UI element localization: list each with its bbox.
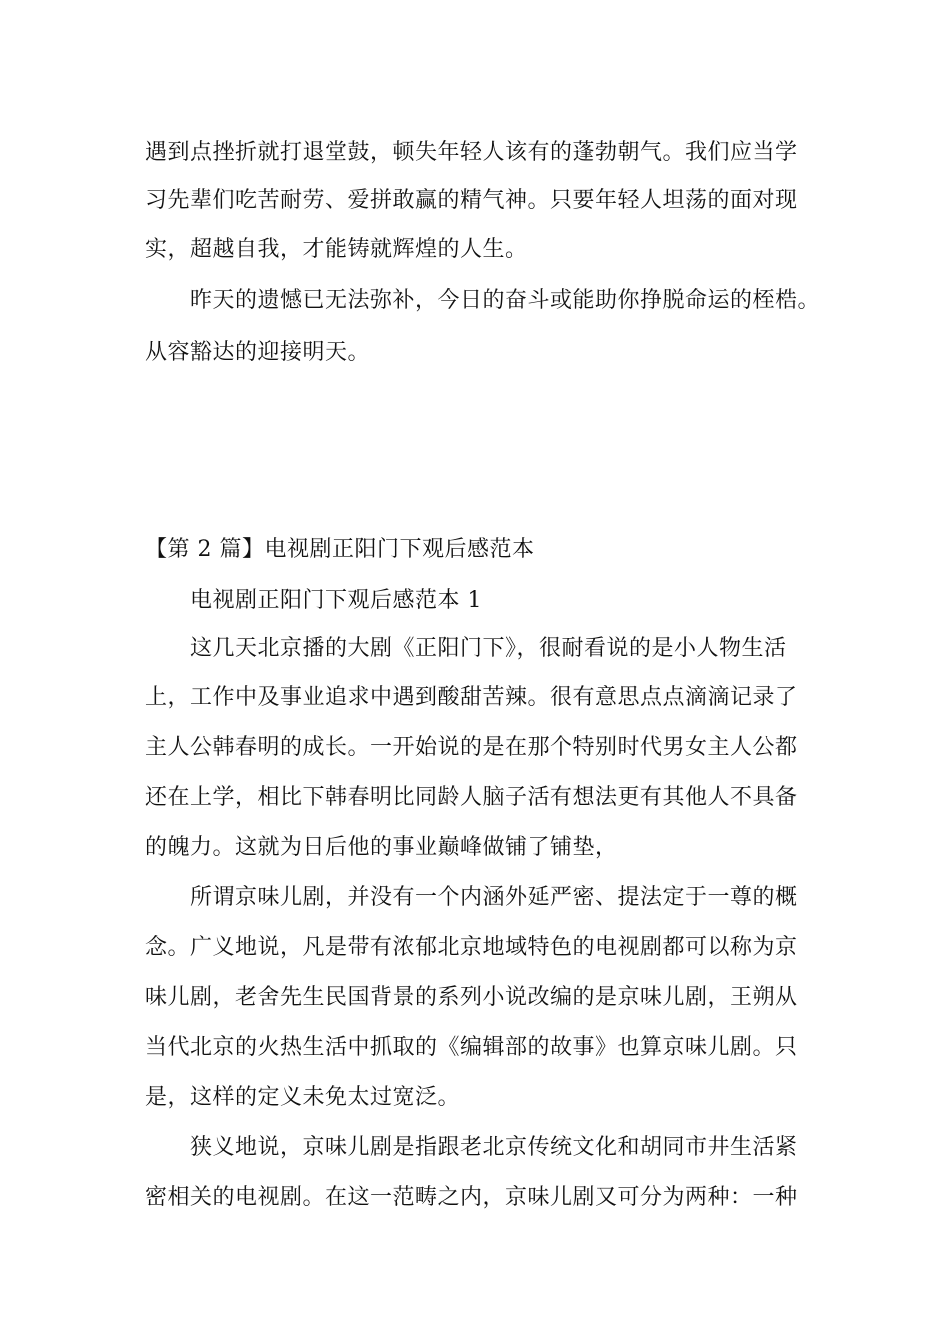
text-line: 当代北京的火热生活中抓取的《编辑部的故事》也算京味儿剧。只	[145, 1035, 798, 1060]
text-line: 主人公韩春明的成长。一开始说的是在那个特别时代男女主人公都	[145, 735, 798, 760]
text-line: 从容豁达的迎接明天。	[145, 340, 371, 365]
text-line: 昨天的遗憾已无法弥补，今日的奋斗或能助你挣脱命运的桎梏。	[190, 288, 821, 313]
text-line: 所谓京味儿剧，并没有一个内涵外延严密、提法定于一尊的概	[190, 885, 798, 910]
text-line: 狭义地说，京味儿剧是指跟老北京传统文化和胡同市井生活紧	[190, 1135, 798, 1160]
text-line: 念。广义地说，凡是带有浓郁北京地域特色的电视剧都可以称为京	[145, 935, 798, 960]
text-line: 遇到点挫折就打退堂鼓，顿失年轻人该有的蓬勃朝气。我们应当学	[145, 140, 798, 165]
text-line: 还在上学，相比下韩春明比同龄人脑子活有想法更有其他人不具备	[145, 785, 798, 810]
text-line: 的魄力。这就为日后他的事业巅峰做铺了铺垫，	[145, 835, 618, 860]
text-line: 习先辈们吃苦耐劳、爱拼敢赢的精气神。只要年轻人坦荡的面对现	[145, 188, 798, 213]
text-line: 是，这样的定义未免太过宽泛。	[145, 1085, 461, 1110]
section-heading: 【第 2 篇】电视剧正阳门下观后感范本	[145, 537, 535, 562]
text-line: 密相关的电视剧。在这一范畴之内，京味儿剧又可分为两种：一种	[145, 1185, 798, 1210]
text-line: 味儿剧，老舍先生民国背景的系列小说改编的是京味儿剧，王朔从	[145, 985, 798, 1010]
text-line: 这几天北京播的大剧《正阳门下》，很耐看说的是小人物生活	[190, 636, 787, 661]
text-line: 上，工作中及事业追求中遇到酸甜苦辣。很有意思点点滴滴记录了	[145, 685, 798, 710]
sub-heading: 电视剧正阳门下观后感范本 1	[190, 588, 482, 613]
text-line: 实，超越自我，才能铸就辉煌的人生。	[145, 237, 528, 262]
